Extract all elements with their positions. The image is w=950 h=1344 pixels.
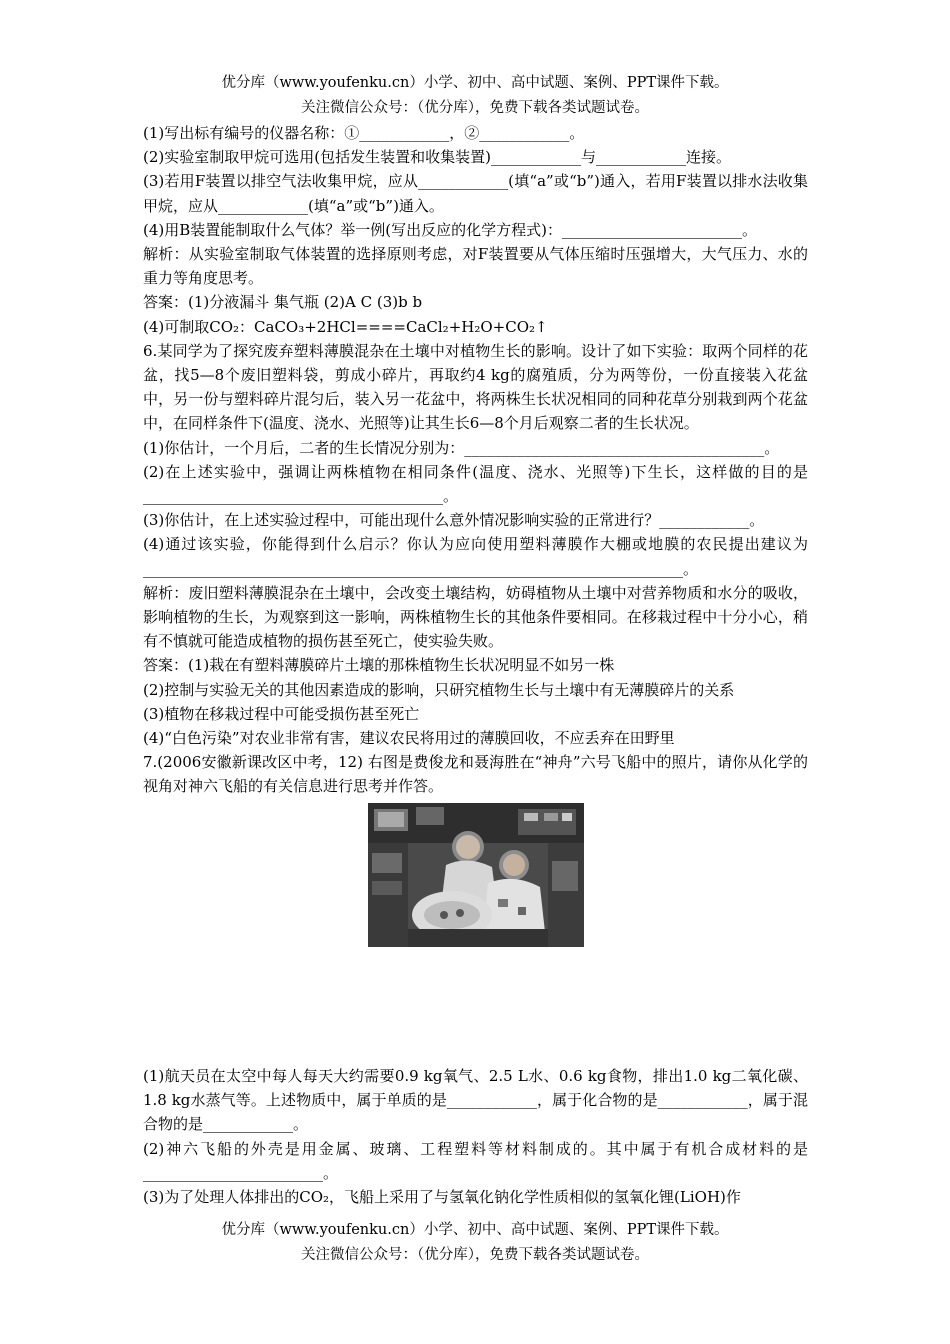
header-line-2: 关注微信公众号：（优分库），免费下载各类试题试卷。 — [301, 100, 649, 116]
q5-part-3: (3)若用F装置以排空气法收集甲烷，应从____________(填“a”或“b”)通入，若用F装置以排水法收集甲烷，应从____________(填“a”或“b”)通入。 — [143, 172, 808, 215]
photo-container — [143, 803, 808, 951]
q6-answer-4: (4)“白色污染”对农业非常有害，建议农民将用过的薄膜回收，不应丢弃在田野里 — [143, 729, 675, 748]
q6-part-2: (2)在上述实验中，强调让两株植物在相同条件(温度、浇水、光照等)下生长，这样做的目的是________________________________________。 — [143, 462, 808, 506]
astronaut-photo — [368, 803, 584, 947]
footer-line-2: 关注微信公众号：（优分库），免费下载各类试题试卷。 — [301, 1247, 649, 1263]
q6-analysis: 解析：废旧塑料薄膜混杂在土壤中，会改变土壤结构，妨碍植物从土壤中对营养物质和水分的吸收，影响植物的生长，为观察到这一影响，两株植物生长的其他条件要相同。在移栽过程中十分小心，稍有不慎就可能造成植物的损伤甚至死亡，使实验失败。 — [143, 583, 808, 651]
question-body-bottom — [143, 1064, 808, 1209]
q5-part-1: (1)写出标有编号的仪器名称：①____________，②____________。 — [143, 124, 585, 142]
q6-stem: 6.某同学为了探究废弃塑料薄膜混杂在土壤中对植物生长的影响。设计了如下实验：取两个同样的花盆，找5—8个废旧塑料袋，剪成小碎片，再取约4 kg的腐殖质，分为两等份，一份直接装入花盆中，另一份与塑料碎片混匀后，装入另一花盆中，将两株生长状况相同的同种花草分别栽到两个花盆中，在同样条件下(温度、浇水、光照等)让其生长6—8个月后观察二者的生长状况。 — [143, 341, 808, 433]
q6-part-1: (1)你估计，一个月后，二者的生长情况分别为：________________________________________。 — [143, 438, 780, 457]
q5-analysis: 解析：从实验室制取气体装置的选择原则考虑，对F装置要从气体压缩时压强增大，大气压力、水的重力等角度思考。 — [143, 245, 808, 288]
q6-answer-3: (3)植物在移栽过程中可能受损伤甚至死亡 — [143, 704, 420, 723]
q6-part-4: (4)通过该实验，你能得到什么启示？你认为应向使用塑料薄膜作大棚或地膜的农民提出建议为________________________________________________________________________。 — [143, 535, 808, 578]
q7-part-3: (3)为了处理人体排出的CO₂，飞船上采用了与氢氧化钠化学性质相似的氢氧化锂(LiOH)作 — [143, 1188, 741, 1207]
astronaut-photo-illustration — [368, 803, 584, 947]
footer-line-1: 优分库（www.youfenku.cn）小学、初中、高中试题、案例、PPT课件下载。 — [221, 1222, 729, 1238]
q5-part-2: (2)实验室制取甲烷可选用(包括发生装置和收集装置)____________与____________连接。 — [143, 148, 731, 167]
question-body — [143, 121, 808, 957]
header-line-1: 优分库（www.youfenku.cn）小学、初中、高中试题、案例、PPT课件下载。 — [221, 75, 729, 91]
q6-answer-1: 答案：(1)栽在有塑料薄膜碎片土壤的那株植物生长状况明显不如另一株 — [143, 656, 615, 675]
q5-answer-2: (4)可制取CO₂：CaCO₃+2HCl====CaCl₂+H₂O+CO₂↑ — [143, 317, 548, 336]
q7-stem: 7.(2006安徽新课改区中考，12) 右图是费俊龙和聂海胜在“神舟”六号飞船中的照片，请你从化学的视角对神六飞船的有关信息进行思考并作答。 — [143, 753, 808, 796]
q5-part-4: (4)用B装置能制取什么气体？举一例(写出反应的化学方程式)：________________________。 — [143, 220, 757, 239]
q7-part-1: (1)航天员在太空中每人每天大约需要0.9 kg氧气、2.5 L水、0.6 kg食物，排出1.0 kg二氧化碳、1.8 kg水蒸气等。上述物质中，属于单质的是____________，属于化合物的是____________，属于混合物的是____________。 — [143, 1067, 808, 1134]
q6-part-3: (3)你估计，在上述实验过程中，可能出现什么意外情况影响实验的正常进行？____________。 — [143, 511, 765, 530]
q7-part-2: (2)神六飞船的外壳是用金属、玻璃、工程塑料等材料制成的。其中属于有机合成材料的是________________________。 — [143, 1139, 808, 1182]
q6-answer-2: (2)控制与实验无关的其他因素造成的影响，只研究植物生长与土壤中有无薄膜碎片的关系 — [143, 680, 735, 699]
q5-answer-1: 答案：(1)分液漏斗 集气瓶 (2)A C (3)b b — [143, 293, 423, 312]
